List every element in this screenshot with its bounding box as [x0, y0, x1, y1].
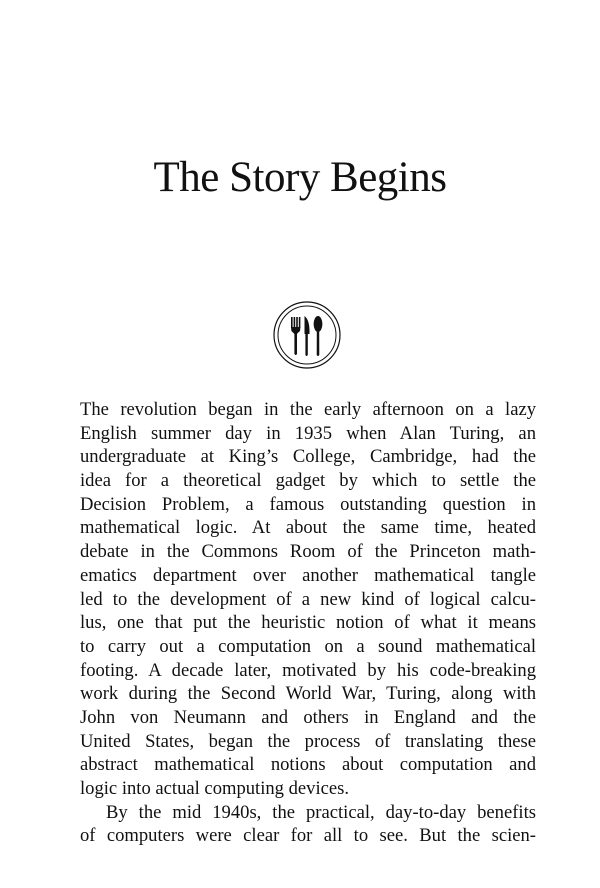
text-line: United States, began the process of translating these	[80, 730, 536, 752]
text-line: John von Neumann and others in England and the	[80, 706, 536, 728]
text-line: English summer day in 1935 when Alan Turing, an	[80, 422, 536, 444]
text-line: debate in the Commons Room of the Princeton math-	[80, 541, 536, 563]
text-line: ematics department over another mathematical tangle	[80, 564, 536, 586]
text-line: undergraduate at King’s College, Cambridge, had the	[80, 446, 536, 468]
text-line: of computers were clear for all to see. But the scien-	[80, 825, 536, 847]
text-line: idea for a theoretical gadget by which to settle the	[80, 470, 536, 492]
body-paragraphs	[80, 398, 536, 848]
chapter-title: The Story Begins	[153, 154, 447, 201]
text-line: to carry out a computation on a sound mathematical	[80, 635, 536, 657]
text-line: By the mid 1940s, the practical, day-to-day benefits	[106, 801, 536, 823]
cutlery-icon	[272, 300, 342, 370]
text-line: abstract mathematical notions about computation and	[80, 754, 536, 776]
text-line: led to the development of a new kind of logical calcu-	[80, 588, 536, 610]
text-line: logic into actual computing devices.	[80, 778, 350, 799]
text-line: Decision Problem, a famous outstanding question in	[80, 493, 536, 515]
text-line: work during the Second World War, Turing, along with	[80, 683, 536, 705]
text-line: footing. A decade later, motivated by his code-breaking	[80, 659, 536, 681]
text-line: The revolution began in the early afternoon on a lazy	[80, 399, 536, 420]
text-line: mathematical logic. At about the same time, heated	[80, 517, 536, 539]
text-line: lus, one that put the heuristic notion of what it means	[80, 612, 536, 634]
